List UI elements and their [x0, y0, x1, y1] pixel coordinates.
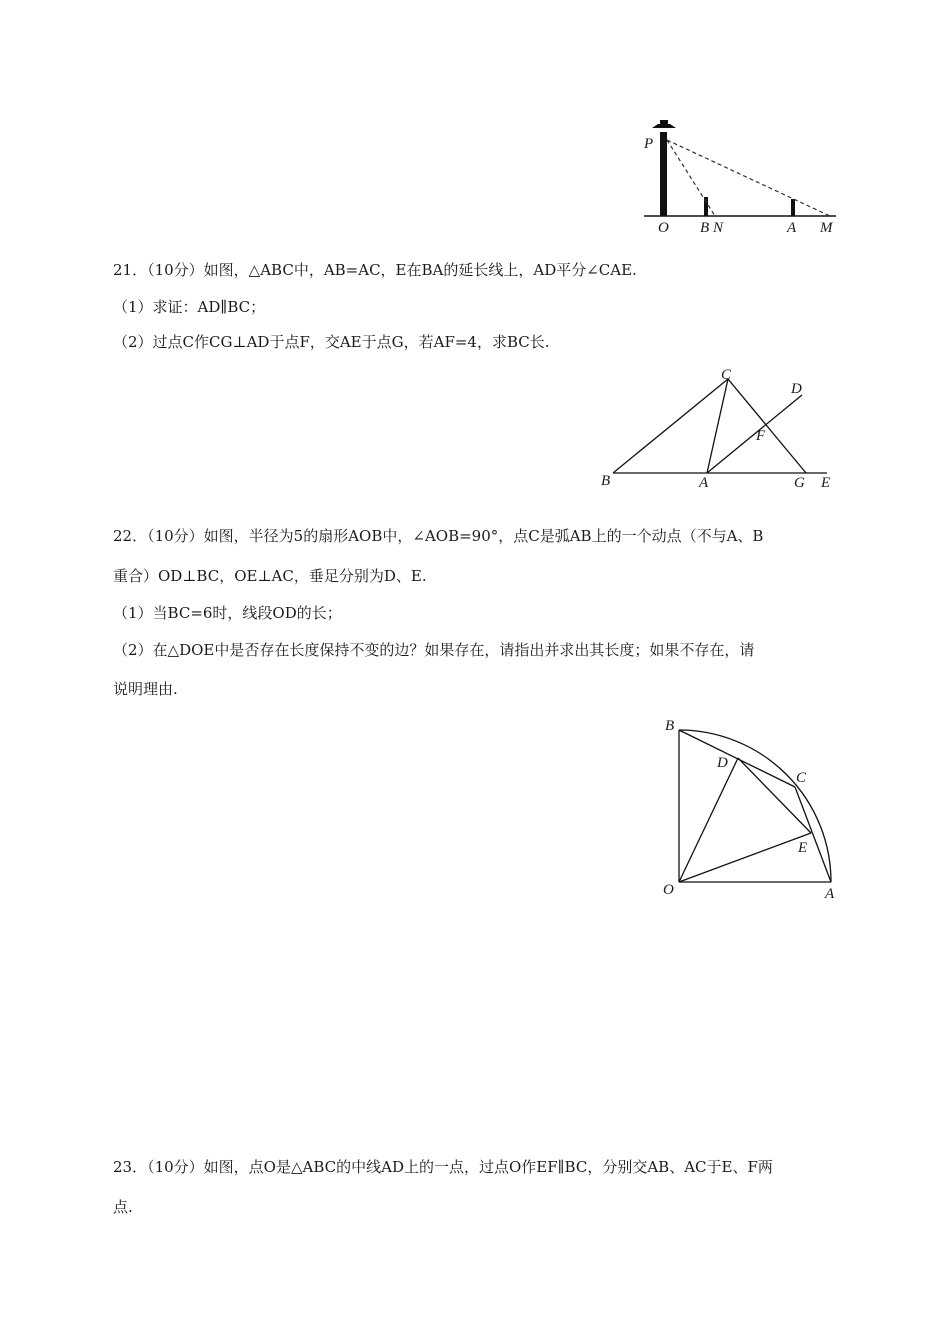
label-m: M: [820, 220, 833, 236]
person-a: [791, 199, 795, 216]
label-g: G: [794, 475, 805, 491]
lamp-pole: [660, 132, 667, 216]
label-o: O: [663, 882, 674, 898]
q21-figure: [595, 365, 840, 495]
label-o: O: [658, 220, 669, 236]
label-e: E: [798, 840, 808, 856]
q21-part1: （1）求证：AD∥BC；: [113, 298, 266, 316]
chord-ca: [795, 787, 831, 882]
label-b: B: [700, 220, 710, 236]
label-f: F: [756, 428, 766, 444]
label-d: D: [791, 381, 802, 397]
q23-stem-line1: 23．（10分）如图，点O是△ABC的中线AD上的一点，过点O作EF∥BC，分别交AB、AC于E、F两: [113, 1158, 773, 1176]
label-a: A: [787, 220, 797, 236]
arc-ab: [679, 730, 831, 882]
q22-part1: （1）当BC=6时，线段OD的长；: [113, 604, 342, 622]
label-d: D: [717, 755, 728, 771]
q22-part2-line1: （2）在△DOE中是否存在长度保持不变的边？如果存在，请指出并求出其长度；如果不存在，请: [113, 641, 755, 659]
label-e: E: [821, 475, 831, 491]
label-a: A: [699, 475, 709, 491]
q21-part2: （2）过点C作CG⊥AD于点F，交AE于点G，若AF=4，求BC长.: [113, 333, 550, 351]
label-c: C: [796, 770, 807, 786]
q23-stem-line2: 点.: [113, 1198, 133, 1216]
lamp-shadow-figure: [640, 118, 840, 236]
q22-part2-line2: 说明理由.: [113, 680, 178, 698]
label-b: B: [601, 473, 611, 489]
chord-bc: [679, 730, 795, 787]
q22-sector-figure: [655, 710, 845, 910]
label-n: N: [713, 220, 724, 236]
q22-stem-line1: 22．（10分）如图，半径为5的扇形AOB中，∠AOB=90°，点C是弧AB上的一个动点（不与A、B: [113, 527, 764, 545]
label-a: A: [825, 886, 835, 902]
q21-stem: 21．（10分）如图，△ABC中，AB=AC，E在BA的延长线上，AD平分∠CAE.: [113, 261, 637, 279]
label-c: C: [721, 367, 732, 383]
label-b: B: [665, 718, 675, 734]
q22-stem-line2: 重合）OD⊥BC，OE⊥AC，垂足分别为D、E.: [113, 567, 427, 585]
label-p: P: [644, 136, 654, 152]
